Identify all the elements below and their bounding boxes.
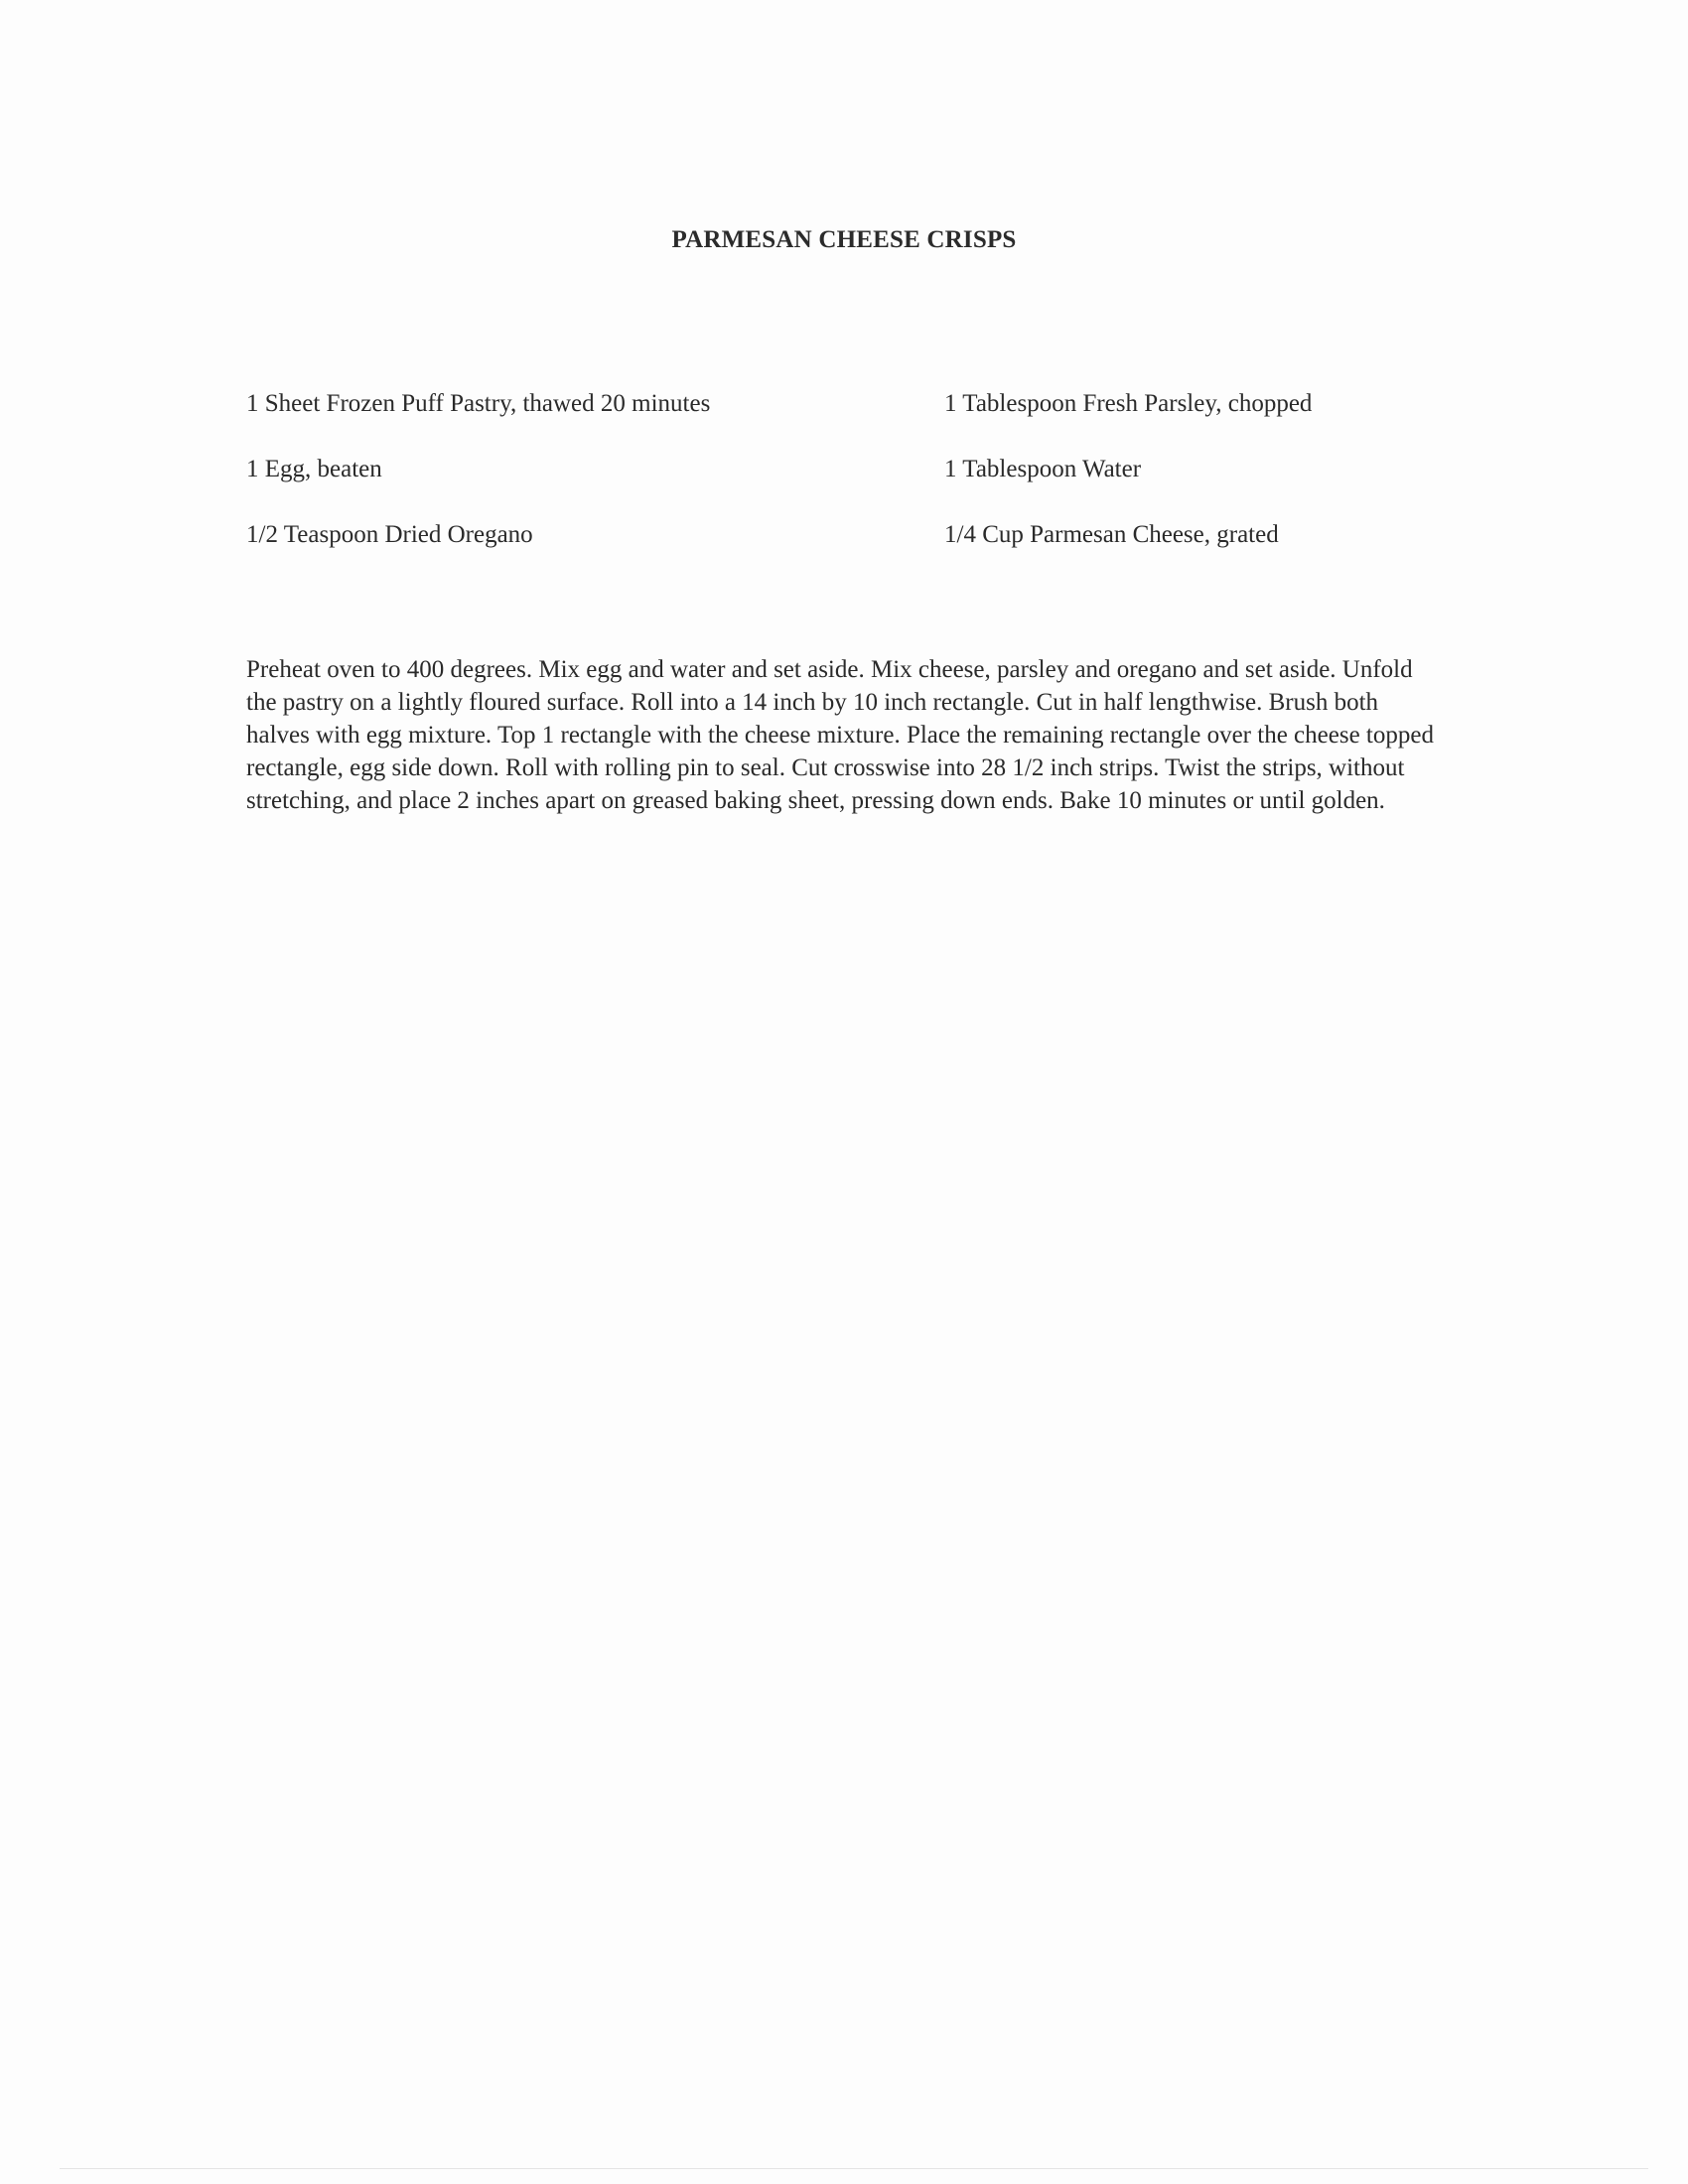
ingredient-item: 1 Sheet Frozen Puff Pastry, thawed 20 minutes [246, 390, 711, 417]
ingredient-item: 1/2 Teaspoon Dried Oregano [246, 521, 533, 548]
ingredient-item: 1/4 Cup Parmesan Cheese, grated [944, 521, 1279, 548]
scan-edge-line [60, 2168, 1648, 2169]
ingredient-item: 1 Tablespoon Water [944, 456, 1142, 482]
ingredient-item: 1 Egg, beaten [246, 456, 382, 482]
ingredients-column-right [944, 389, 1580, 586]
ingredient-item: 1 Tablespoon Fresh Parsley, chopped [944, 390, 1313, 417]
ingredients-column-left [246, 389, 882, 586]
recipe-title: PARMESAN CHEESE CRISPS [671, 226, 1017, 253]
recipe-instructions: Preheat oven to 400 degrees. Mix egg and water and set aside. Mix cheese, parsley and oregano and set aside. Unfold the pastry on a lightly floured surface. Roll into a 14 inch by 10 inch rectangle. Cut in half lengthwise. Brush both halves with egg mixture. Top 1 rectangle with the cheese mixture. Place the remaining rectangle over the cheese topped rectangle, egg side down. Roll with rolling pin to seal. Cut crosswise into 28 1/2 inch strips. Twist the strips, without stretching, and place 2 inches apart on greased baking sheet, pressing down ends. Bake 10 minutes or until golden. [246, 656, 1434, 814]
